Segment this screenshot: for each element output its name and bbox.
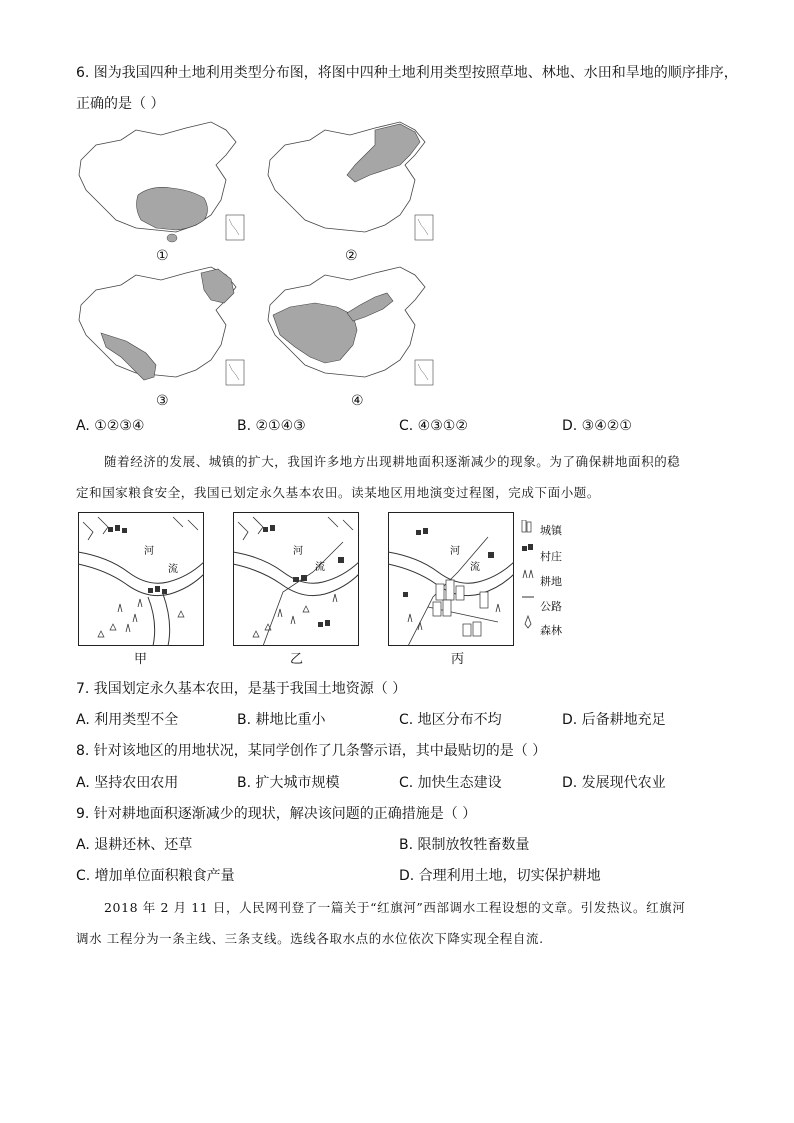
q8-option-c[interactable]: C. 加快生态建设 — [399, 775, 502, 791]
q9-option-a[interactable]: A. 退耕还林、还草 — [76, 837, 193, 853]
legend-symbols — [520, 520, 536, 630]
q6-option-a[interactable]: A. ①②③④ — [76, 418, 145, 434]
q6-stem-line1: 6. 图为我国四种土地利用类型分布图，将图中四种土地利用类型按照草地、林地、水田和旱地的顺序排序， — [76, 65, 738, 81]
river-label-he-bing: 河 — [450, 546, 460, 557]
land-use-panel-jia — [78, 512, 204, 646]
legend-farmland-icon — [523, 570, 533, 578]
legend-village-icon — [522, 546, 527, 551]
legend-forest-icon — [525, 616, 531, 628]
passage1-line1: 随着经济的发展、城镇的扩大，我国许多地方出现耕地面积逐渐减少的现象。为了确保耕地面积的稳 — [104, 454, 681, 469]
q9-option-c[interactable]: C. 增加单位面积粮食产量 — [76, 868, 235, 884]
q6-option-c[interactable]: C. ④③①② — [399, 418, 468, 434]
legend-forest: 森林 — [540, 624, 562, 637]
china-map-2 — [265, 120, 445, 245]
q7-stem: 7. 我国划定永久基本农田，是基于我国土地资源（ ） — [76, 681, 407, 697]
q9-option-b[interactable]: B. 限制放牧牲畜数量 — [399, 837, 530, 853]
legend-city: 城镇 — [540, 524, 562, 537]
map-label-2: ② — [345, 248, 358, 264]
river-label-liu-jia: 流 — [168, 564, 178, 575]
q8-option-d[interactable]: D. 发展现代农业 — [562, 775, 666, 791]
q8-option-b[interactable]: B. 扩大城市规模 — [237, 775, 340, 791]
passage2-line2: 调水 工程分为一条主线、三条支线。选线各取水点的水位依次下降实现全程自流. — [76, 931, 544, 946]
map-label-3: ③ — [156, 393, 169, 409]
china-map-4 — [265, 265, 445, 390]
q6-stem-line2: 正确的是（ ） — [76, 96, 165, 112]
china-map-3 — [76, 265, 256, 390]
q8-option-a[interactable]: A. 坚持农田农用 — [76, 775, 179, 791]
q7-option-c[interactable]: C. 地区分布不均 — [399, 712, 502, 728]
q7-option-a[interactable]: A. 利用类型不全 — [76, 712, 179, 728]
panel-label-jia: 甲 — [134, 652, 148, 667]
river-label-liu-yi: 流 — [315, 562, 325, 573]
q8-stem: 8. 针对该地区的用地状况，某同学创作了几条警示语，其中最贴切的是（ ） — [76, 743, 547, 759]
land-use-panel-bing — [388, 512, 514, 646]
panel-label-bing: 丙 — [451, 652, 465, 667]
q7-option-b[interactable]: B. 耕地比重小 — [237, 712, 326, 728]
legend-village: 村庄 — [540, 550, 562, 563]
china-map-1 — [76, 120, 256, 245]
map-label-4: ④ — [351, 393, 364, 409]
legend-road: 公路 — [540, 600, 562, 613]
legend-farmland: 耕地 — [540, 575, 562, 588]
river-label-he-jia: 河 — [144, 546, 154, 557]
map-label-1: ① — [156, 248, 169, 264]
q6-option-b[interactable]: B. ②①④③ — [237, 418, 306, 434]
passage2-line1: 2018 年 2 月 11 日，人民网刊登了一篇关于“红旗河”西部调水工程设想的文章。引发热议。红旗河 — [104, 900, 686, 915]
q7-option-d[interactable]: D. 后备耕地充足 — [562, 712, 666, 728]
q6-option-d[interactable]: D. ③④②① — [562, 418, 632, 434]
q9-stem: 9. 针对耕地面积逐渐减少的现状，解决该问题的正确措施是（ ） — [76, 806, 477, 822]
passage1-line2: 定和国家粮食安全，我国已划定永久基本农田。读某地区用地演变过程图，完成下面小题。 — [76, 485, 601, 500]
q9-option-d[interactable]: D. 合理利用土地，切实保护耕地 — [399, 868, 601, 884]
panel-label-yi: 乙 — [290, 652, 304, 667]
river-label-liu-bing: 流 — [470, 562, 480, 573]
river-label-he-yi: 河 — [293, 546, 303, 557]
land-use-panel-yi — [233, 512, 359, 646]
legend-city-icon — [522, 520, 526, 532]
